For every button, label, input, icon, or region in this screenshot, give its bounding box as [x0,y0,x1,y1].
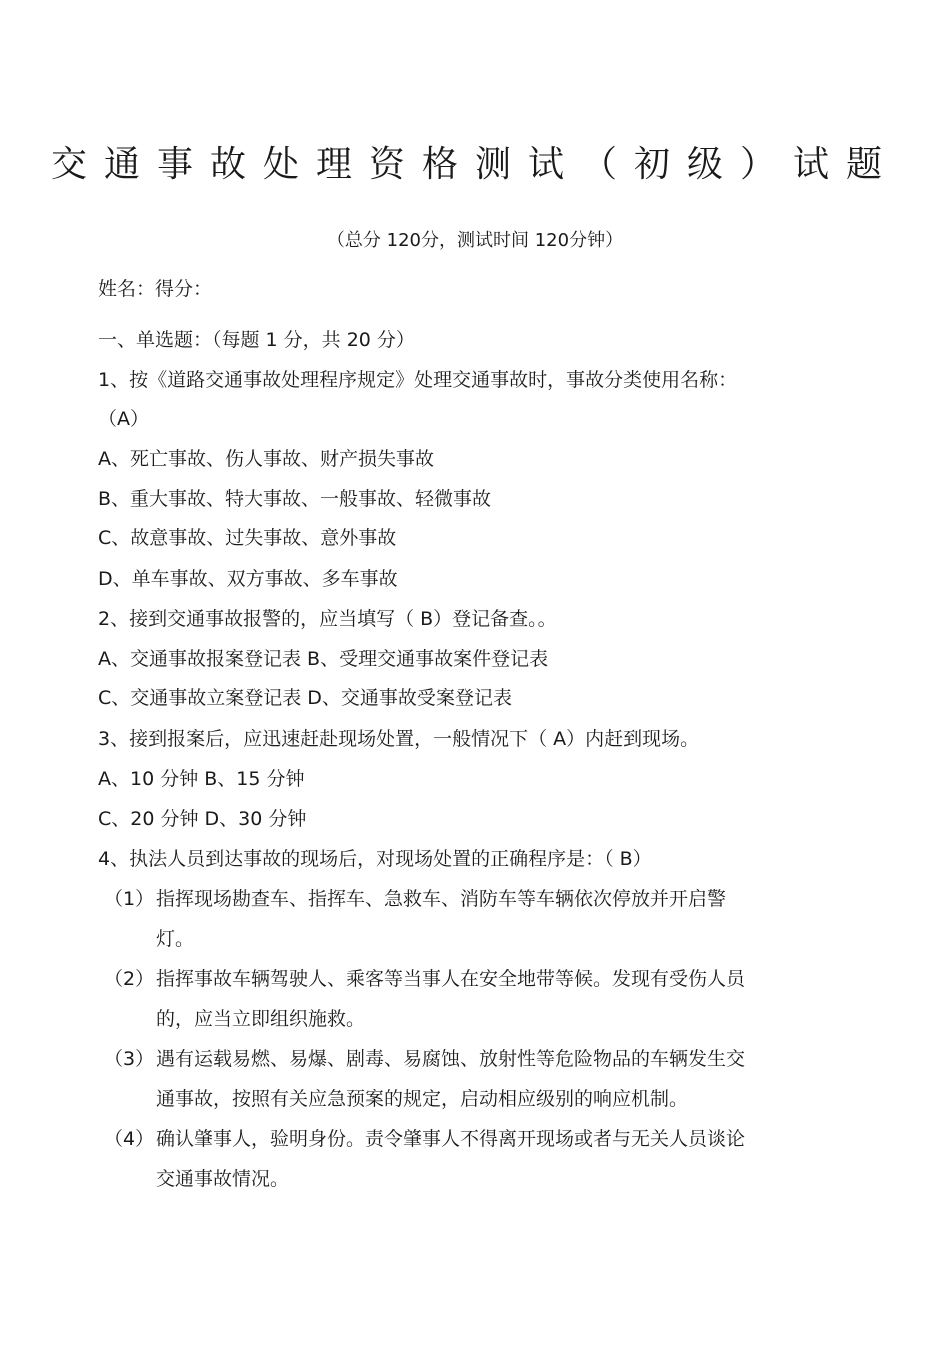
question-3-options-cd: C、20 分钟 D、30 分钟 [98,808,307,830]
exam-info: （总分 120分，测试时间 120分钟） [326,230,624,251]
question-1-option-c: C、故意事故、过失事故、意外事故 [98,527,397,549]
question-3-options-ab: A、10 分钟 B、15 分钟 [98,768,305,790]
procedure-step-text-cont: 的，应当立即组织施救。 [156,1008,366,1030]
procedure-step-text: 确认肇事人，验明身份。责令肇事人不得离开现场或者与无关人员谈论 [156,1128,746,1150]
name-score-line: 姓名：得分： [98,278,213,300]
question-3-stem: 3、接到报案后，应迅速赶赴现场处置，一般情况下（ A）内赶到现场。 [98,728,700,750]
procedure-step-number: （3） [104,1048,155,1070]
question-1-option-b: B、重大事故、特大事故、一般事故、轻微事故 [98,488,492,510]
procedure-step-text: 遇有运载易燃、易爆、剧毒、易腐蚀、放射性等危险物品的车辆发生交 [156,1048,746,1070]
procedure-step-text: 指挥现场勘查车、指挥车、急救车、消防车等车辆依次停放并开启警 [156,888,727,910]
question-1-answer: （A） [98,408,149,430]
procedure-step-text-cont: 交通事故情况。 [156,1168,290,1190]
question-2-stem: 2、接到交通事故报警的，应当填写（ B）登记备查。。 [98,608,557,630]
question-2-options-ab: A、交通事故报案登记表 B、受理交通事故案件登记表 [98,648,549,670]
section-heading: 一、单选题：（每题 1 分，共 20 分） [98,329,415,351]
procedure-step-number: （4） [104,1128,155,1150]
procedure-step-number: （1） [104,888,155,910]
question-4-stem: 4、执法人员到达事故的现场后，对现场处置的正确程序是：（ B） [98,848,652,870]
question-1-option-d: D、单车事故、双方事故、多车事故 [98,568,398,590]
procedure-step-number: （2） [104,968,155,990]
question-2-options-cd: C、交通事故立案登记表 D、交通事故受案登记表 [98,687,512,709]
question-1-option-a: A、死亡事故、伤人事故、财产损失事故 [98,448,434,470]
question-1-stem: 1、按《道路交通事故处理程序规定》处理交通事故时，事故分类使用名称： [98,369,738,391]
page-title: 交通事故处理资格测试（初级）试题 [50,144,899,185]
procedure-step-text: 指挥事故车辆驾驶人、乘客等当事人在安全地带等候。发现有受伤人员 [156,968,746,990]
procedure-step-text-cont: 灯。 [156,928,195,950]
procedure-step-text-cont: 通事故，按照有关应急预案的规定，启动相应级别的响应机制。 [156,1088,689,1110]
